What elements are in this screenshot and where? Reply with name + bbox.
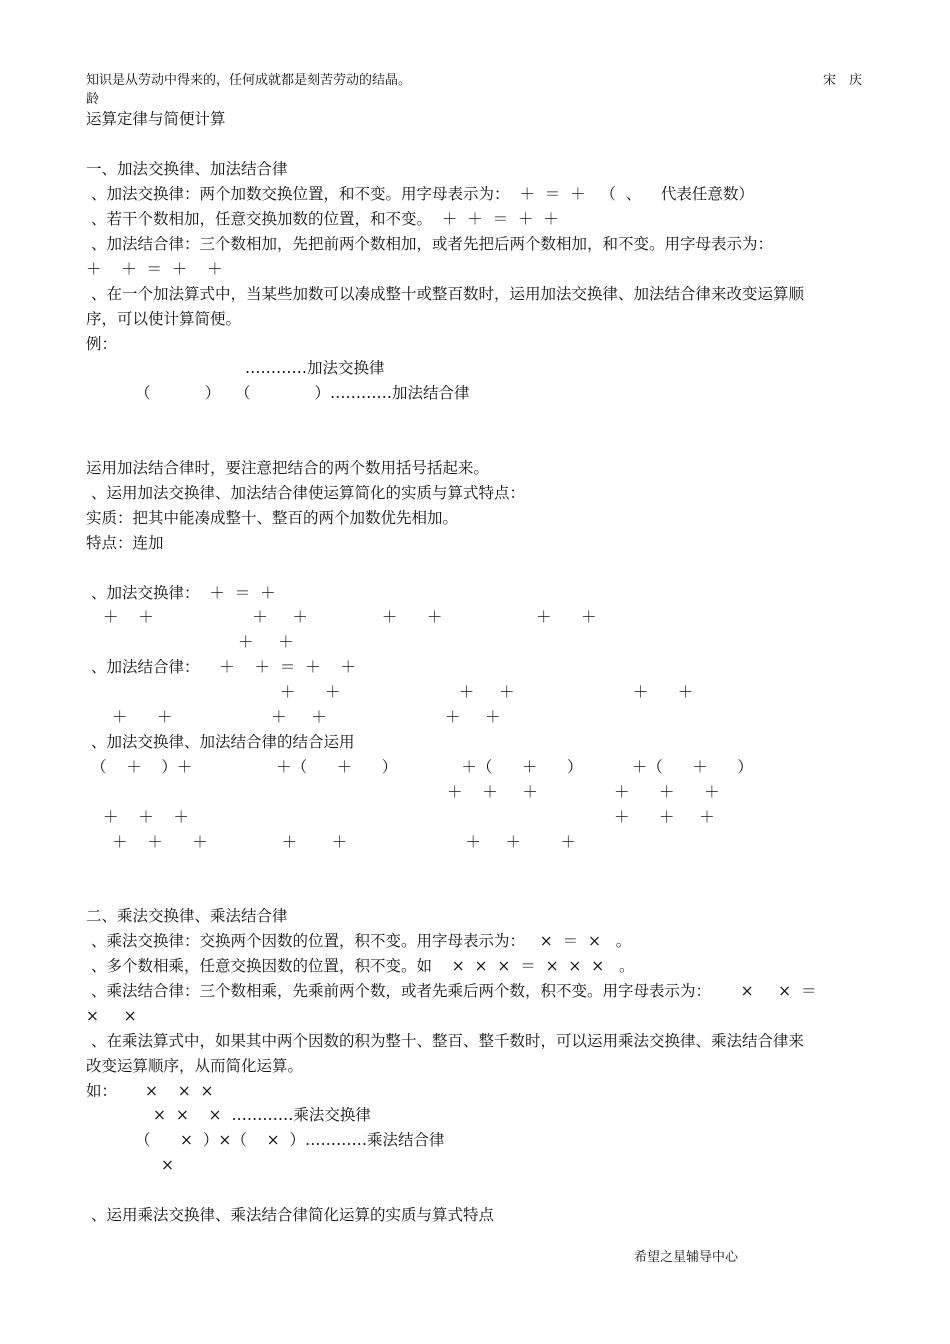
practice-combined-row2a: ＋ ＋ ＋ [447,783,538,801]
multiplication-example-label: 如： [86,1082,118,1100]
multiplication-example-commutative: × × × …………乘法交换律 [153,1106,371,1124]
addition-feature: 特点：连加 [86,534,164,552]
addition-many-numbers-rule: 、若干个数相加，任意交换加数的位置，和不变。 ＋ ＋ ＝ ＋ ＋ [91,210,559,228]
practice-combined-heading: 、加法交换律、加法结合律的结合运用 [91,733,355,751]
practice-commutative-row2: ＋ ＋ [238,633,294,651]
multiplication-example-associative: （ × ）×（ × ）…………乘法结合律 [135,1131,445,1149]
addition-commutative-rule: 、加法交换律：两个加数交换位置，和不变。用字母表示为： ＋ ＝ ＋ （ 、 代表任意数） [91,185,754,203]
section1-heading: 一、加法交换律、加法结合律 [86,160,288,178]
practice-commutative-heading: 、加法交换律： ＋ ＝ ＋ [91,584,276,602]
addition-simplify-rule: 、在一个加法算式中，当某些加数可以凑成整十或整百数时，运用加法交换律、加法结合律来改变运算顺 [91,285,805,303]
multiplication-associative-rule: 、乘法结合律：三个数相乘，先乘前两个数，或者先乘后两个数，积不变。用字母表示为： × × ＝ [91,982,817,1000]
multiplication-many-numbers-rule: 、多个数相乘，任意交换因数的位置，积不变。如 × × × ＝ × × × 。 [91,957,635,975]
multiplication-simplify-rule-cont: 改变运算顺序，从而简化运算。 [86,1057,304,1075]
practice-combined-row3a: ＋ ＋ ＋ [103,808,189,826]
practice-associative-row1: ＋ ＋ ＋ ＋ ＋ ＋ [280,683,694,701]
header-author-continued: 龄 [86,92,100,107]
practice-combined-row4: ＋ ＋ ＋ ＋ ＋ ＋ ＋ ＋ [112,833,576,851]
example-label: 例： [86,335,118,353]
practice-combined-row3b: ＋ ＋ ＋ [614,808,715,826]
header-author: 宋 庆 [823,73,863,88]
multiplication-essence-heading: 、运用乘法交换律、乘法结合律简化运算的实质与算式特点 [91,1206,495,1224]
section2-heading: 二、乘法交换律、乘法结合律 [86,907,288,925]
page-title: 运算定律与简便计算 [86,110,226,128]
practice-associative-heading: 、加法结合律： ＋ ＋ ＝ ＋ ＋ [91,658,356,676]
addition-associative-rule: 、加法结合律：三个数相加，先把前两个数相加，或者先把后两个数相加，和不变。用字母表示为： [91,235,774,253]
multiplication-commutative-rule: 、乘法交换律：交换两个因数的位置，积不变。用字母表示为： × ＝ × 。 [91,932,632,950]
example-step-commutative: …………加法交换律 [245,359,385,377]
multiplication-example-expr: × × × [145,1082,214,1100]
practice-combined-row1: （ ＋ ）＋ ＋（ ＋ ） ＋（ ＋ ） ＋（ ＋ ） [91,758,753,776]
addition-essence: 实质：把其中能凑成整十、整百的两个加数优先相加。 [86,509,459,527]
practice-associative-row2: ＋ ＋ ＋ ＋ ＋ ＋ [112,708,501,726]
addition-essence-heading: 、运用加法交换律、加法结合律使运算简化的实质与算式特点： [91,484,526,502]
multiplication-example-result: × [161,1156,174,1174]
multiplication-simplify-rule: 、在乘法算式中，如果其中两个因数的积为整十、整百、整千数时，可以运用乘法交换律、乘法结合律来 [91,1032,805,1050]
multiplication-associative-formula: × × [86,1007,137,1025]
associative-note: 运用加法结合律时，要注意把结合的两个数用括号括起来。 [86,459,490,477]
page-footer: 希望之星辅导中心 [634,1250,739,1265]
addition-simplify-rule-cont: 序，可以使计算简便。 [86,310,242,328]
header-quote: 知识是从劳动中得来的，任何成就都是刻苦劳动的结晶。 [86,73,412,88]
practice-commutative-row1: ＋ ＋ ＋ ＋ ＋ ＋ ＋ ＋ [103,608,597,626]
addition-associative-formula: ＋ ＋ ＝ ＋ ＋ [86,260,223,278]
practice-combined-row2b: ＋ ＋ ＋ [614,783,720,801]
example-step-associative: （ ） （ ）…………加法结合律 [135,384,470,402]
